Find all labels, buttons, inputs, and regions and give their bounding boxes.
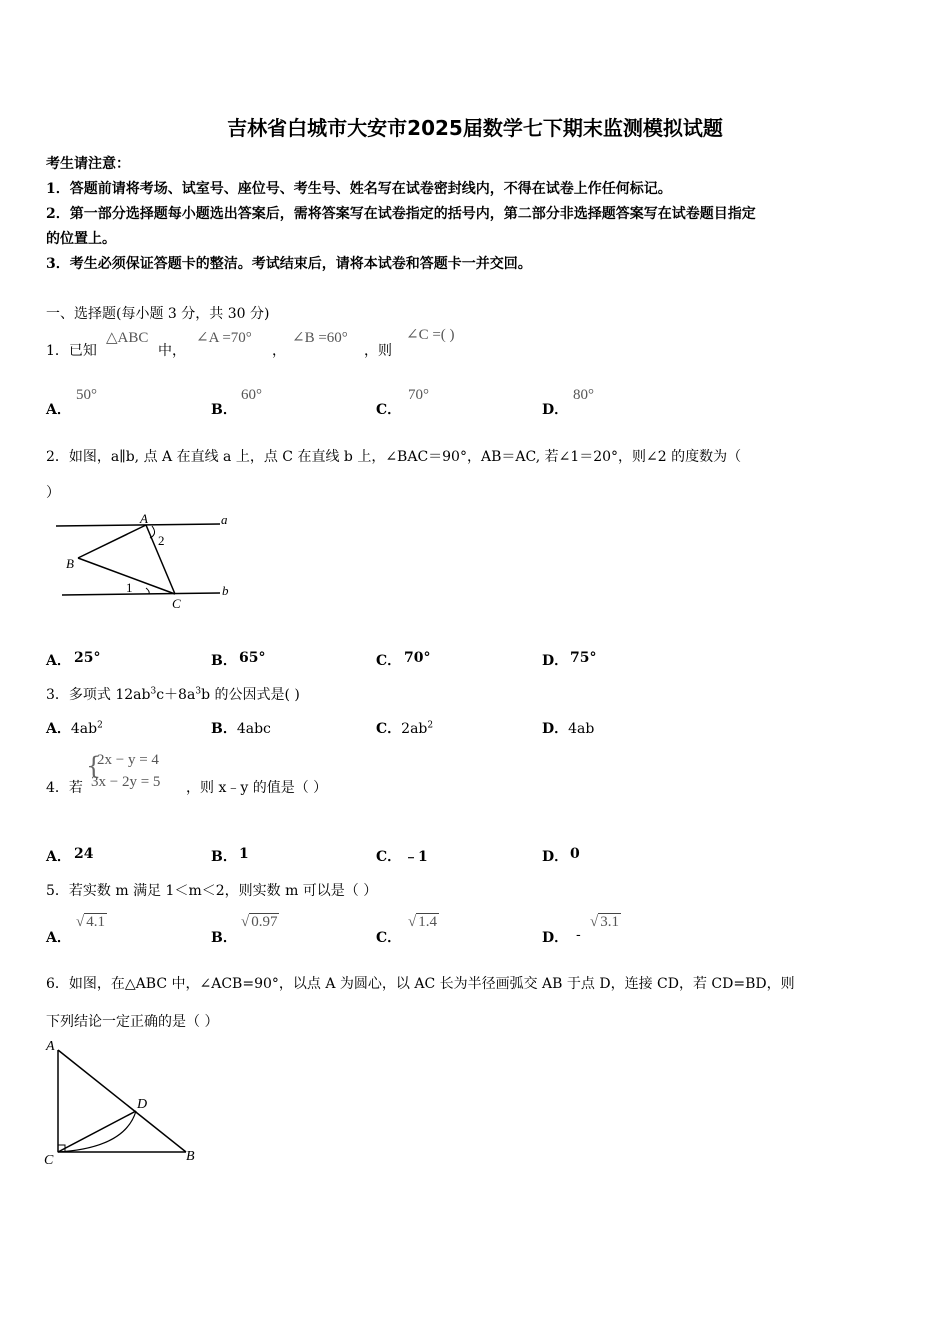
q1-angle-c: ∠C =( ) (406, 327, 455, 343)
q1-option-a: 50° (76, 387, 97, 403)
q3-option-d-label: D． (542, 721, 569, 737)
q5-option-a: √ 4.1 (76, 914, 105, 930)
q4-equation-1: 2x − y = 4 (97, 752, 159, 768)
q3-exp-1: 3 (150, 686, 157, 697)
q4-option-a: 24 (74, 846, 94, 862)
angle-1-arc (146, 588, 149, 594)
q3-text-mid: c＋8a (156, 687, 196, 703)
q4-option-b-label: B． (211, 849, 237, 865)
q2-option-c-label: C． (376, 653, 402, 669)
q2-figure (50, 508, 240, 613)
q5-option-b: √ 0.97 (241, 914, 278, 930)
q1-option-c: 70° (408, 387, 429, 403)
q1-comma: ， (272, 343, 286, 359)
section-heading: 一、选择题(每小题 3 分，共 30 分) (46, 306, 270, 322)
label-c-point: C (172, 596, 181, 611)
q3-option-c-sup: 2 (427, 720, 434, 731)
q3-option-c (376, 718, 433, 738)
q5-option-d-label: D． (542, 930, 569, 946)
q1-number: 1．已知 (46, 343, 97, 359)
q4-text: ，则 x﹣y 的值是（ ） (186, 780, 328, 796)
q4-option-c: ﹣1 (404, 849, 428, 865)
segment-ab (78, 525, 146, 558)
q4-option-c-label: C． (376, 849, 402, 865)
label-b-point: B (66, 556, 74, 571)
q1-triangle: △ABC (106, 330, 149, 346)
q2-text-line2: ） (46, 485, 60, 501)
label-angle-2: 2 (158, 533, 165, 548)
q1-option-b: 60° (241, 387, 262, 403)
segment-ab (58, 1050, 186, 1152)
q1-angle-b: ∠B =60° (292, 330, 348, 346)
notice-line-3: 3．考生必须保证答题卡的整洁。考试结束后，请将本试卷和答题卡一并交回。 (46, 256, 532, 272)
q6-figure (40, 1036, 210, 1168)
q6-text-line2: 下列结论一定正确的是（ ） (46, 1014, 219, 1030)
q1-option-a-label: A． (46, 402, 71, 418)
q5-option-c-radicand: 1.4 (418, 914, 437, 930)
q3-option-a-value: 4ab (70, 721, 98, 737)
q5-option-a-radicand: 4.1 (86, 914, 105, 930)
q5-option-d-sign: - (576, 927, 581, 943)
q1-option-d: 80° (573, 387, 594, 403)
q1-option-c-label: C． (376, 402, 402, 418)
q4-equation-2: 3x − 2y = 5 (91, 774, 161, 790)
q3-exp-2: 3 (195, 686, 202, 697)
notice-line-2b: 的位置上。 (46, 231, 116, 247)
q5-option-b-label: B． (211, 930, 237, 946)
q5-option-b-radicand: 0.97 (251, 914, 278, 930)
q5-option-d: √ 3.1 (590, 914, 619, 930)
q3-option-c-label: C． (376, 721, 402, 737)
q3-text-post: b 的公因式是( ) (201, 687, 300, 703)
label-line-a: a (221, 512, 228, 527)
q3-option-a (46, 718, 103, 738)
q5-option-c-label: C． (376, 930, 402, 946)
q2-option-c: 70° (404, 650, 431, 666)
q2-option-b: 65° (239, 650, 266, 666)
q6-text-line1: 6．如图，在△ABC 中，∠ACB=90°，以点 A 为圆心，以 AC 长为半径画弧交 AB 于点 D，连接 CD，若 CD=BD，则 (46, 976, 795, 992)
q2-option-d: 75° (570, 650, 597, 666)
q2-text-line1: 2．如图，a∥b, 点 A 在直线 a 上，点 C 在直线 b 上，∠BAC＝90°，AB＝AC, 若∠1＝20°，则∠2 的度数为（ (46, 449, 742, 465)
q3-option-d (542, 718, 594, 738)
label-d-point: D (137, 1097, 148, 1112)
label-angle-1: 1 (126, 580, 133, 595)
label-c-point: C (44, 1153, 54, 1168)
q4-option-d: 0 (570, 846, 580, 862)
notice-heading: 考生请注意： (46, 156, 130, 172)
line-a (56, 524, 220, 526)
line-b (62, 593, 220, 595)
q4-number: 4．若 (46, 780, 83, 796)
q2-option-d-label: D． (542, 653, 569, 669)
q3-option-b-label: B． (211, 721, 237, 737)
notice-line-2: 2．第一部分选择题每小题选出答案后，需将答案写在试卷指定的括号内，第二部分非选择题答案写在试卷题目指定 (46, 206, 756, 222)
q3-option-c-value: 2ab (401, 721, 428, 737)
q3-text-pre: 3．多项式 12ab (46, 687, 151, 703)
q2-option-a: 25° (74, 650, 101, 666)
q5-text: 5．若实数 m 满足 1＜m＜2，则实数 m 可以是（ ） (46, 883, 378, 899)
q5-option-a-label: A． (46, 930, 71, 946)
q2-option-a-label: A． (46, 653, 71, 669)
label-a-point: A (140, 511, 148, 526)
q1-option-b-label: B． (211, 402, 237, 418)
q3-option-a-sup: 2 (97, 720, 103, 731)
q3-option-a-label: A． (46, 721, 71, 737)
q4-option-b: 1 (239, 846, 249, 862)
q3-option-d-value: 4ab (568, 721, 595, 737)
q4-option-a-label: A． (46, 849, 71, 865)
q5-option-c: √ 1.4 (408, 914, 437, 930)
q4-option-d-label: D． (542, 849, 569, 865)
q3-option-b (211, 718, 271, 738)
q4-brace: { (86, 752, 102, 780)
q5-option-d-radicand: 3.1 (600, 914, 619, 930)
label-b-point: B (186, 1149, 195, 1164)
q3-option-b-value: 4abc (236, 721, 271, 737)
label-a-point: A (46, 1039, 55, 1054)
q2-option-b-label: B． (211, 653, 237, 669)
page-title: 吉林省白城市大安市2025届数学七下期末监测模拟试题 (227, 116, 723, 140)
notice-line-1: 1．答题前请将考场、试室号、座位号、考生号、姓名写在试卷密封线内，不得在试卷上作任何标记。 (46, 181, 672, 197)
q1-then: ，则 (364, 343, 392, 359)
q1-angle-a: ∠A =70° (196, 330, 252, 346)
label-line-b: b (222, 583, 229, 598)
q1-option-d-label: D． (542, 402, 569, 418)
q3-text (46, 684, 300, 704)
q1-mid: 中， (158, 343, 186, 359)
